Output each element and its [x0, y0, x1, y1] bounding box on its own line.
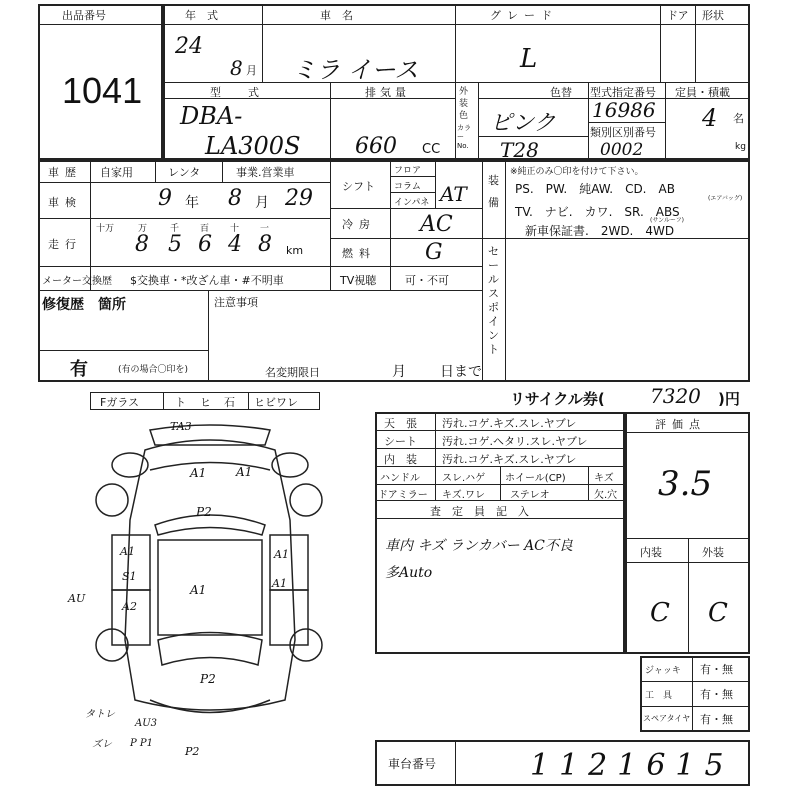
- damage-mark-11: P2: [200, 672, 216, 686]
- damage-mark-1: TA3: [170, 420, 192, 433]
- kg-unit: kg: [735, 142, 746, 152]
- equipment-row-2: TV. ナビ. カワ. SR. ABS: [515, 205, 680, 219]
- score-value: 3.5: [658, 464, 713, 504]
- cond-options-4: スレ.ハゲ: [442, 473, 486, 484]
- shift-value: AT: [440, 182, 467, 206]
- cond-label-1: 天 張: [384, 417, 417, 430]
- sales-point-label: セールスポイント: [488, 245, 499, 356]
- damage-mark-10: A1: [272, 577, 287, 590]
- grade-label: グレード: [490, 9, 558, 22]
- chassis-value: 1121615: [530, 748, 734, 783]
- damage-mark-9: A1: [274, 548, 289, 561]
- cond-label-5: ドアミラー: [378, 490, 428, 501]
- lot-number: 1041: [62, 70, 143, 111]
- ac-value: AC: [420, 212, 453, 237]
- exterior-color-label: 外装色: [459, 87, 469, 121]
- equipment-row-3: 新車保証書. 2WD. 4WD: [525, 224, 675, 238]
- chassis-div: [455, 740, 456, 786]
- shift-option-2: コラム: [394, 182, 421, 192]
- color-code-value: T28: [500, 138, 539, 162]
- name-change-month: 月: [392, 364, 406, 380]
- glass-option-4: ヒビワレ: [254, 396, 298, 409]
- displacement-unit: CC: [422, 142, 441, 157]
- damage-mark-2: A1: [190, 466, 207, 480]
- tv-options: 可・不可: [405, 274, 449, 287]
- tv-label: TV視聴: [340, 274, 377, 287]
- annot-5: P P1: [130, 738, 153, 749]
- door-label: ドア: [667, 9, 689, 22]
- history-option-1: 自家用: [100, 166, 133, 179]
- extras-options-2: 有・無: [700, 688, 733, 701]
- extras-label-2: 工 具: [645, 691, 673, 701]
- month-value: 8: [230, 56, 243, 80]
- mileage-unit-1: 十万: [96, 224, 115, 234]
- type-cert-value: 16986: [592, 98, 656, 122]
- annot-3: ズレ: [92, 739, 112, 750]
- cond-label-2: シート: [384, 435, 417, 448]
- damage-mark-6: S1: [122, 570, 137, 583]
- inspection-label: 車検: [48, 196, 82, 209]
- model-label: 型 式: [210, 86, 267, 99]
- capacity-unit: 名: [733, 112, 744, 125]
- wheel-label: ホイール(CP): [505, 473, 566, 484]
- fuel-value: G: [425, 240, 443, 265]
- inspection-month-unit: 月: [255, 195, 269, 211]
- recycle-unit: )円: [718, 390, 740, 408]
- exterior-label: 外装: [702, 546, 724, 559]
- cond-label-4: ハンドル: [380, 473, 420, 484]
- car-name-label: 車 名: [320, 9, 353, 22]
- score-col-div: [688, 538, 689, 654]
- color-number-label: カラーNo.: [457, 124, 471, 150]
- damage-mark-4: P2: [196, 505, 212, 519]
- name-change-label: 名変期限日: [265, 366, 320, 379]
- grade-value: L: [520, 44, 538, 74]
- mileage-digit-4: 4: [228, 232, 242, 257]
- extras-options-3: 有・無: [700, 713, 733, 726]
- exterior-value: C: [708, 598, 728, 628]
- chassis-label: 車台番号: [388, 757, 437, 771]
- year-label: 年 式: [185, 9, 218, 22]
- model-value-2: LA300S: [205, 132, 301, 160]
- stereo-label: ステレオ: [510, 490, 550, 501]
- color-change-label: 色替: [550, 86, 572, 99]
- inspection-year-unit: 年: [185, 195, 199, 211]
- inspector-label: 査 定 員 記 入: [430, 505, 529, 518]
- cond-wheel-col: [500, 466, 501, 500]
- mileage-unit-3: 千: [170, 224, 180, 234]
- annot-6: P2: [185, 745, 200, 758]
- damage-mark-7: A2: [122, 600, 137, 613]
- mileage-unit-4: 百: [200, 224, 210, 234]
- inspector-note-1: 車内 キズ ランカバー AC不良: [385, 538, 573, 554]
- extras-col: [692, 656, 693, 732]
- inspection-year: 9: [158, 186, 172, 211]
- shift-option-3: インパネ: [394, 198, 430, 208]
- cond-label-col: [435, 412, 436, 500]
- recycle-label: リサイクル券(: [510, 390, 605, 408]
- damage-mark-3: A1: [236, 465, 253, 479]
- ac-label: 冷房: [342, 218, 376, 231]
- repair-value: 有: [70, 359, 88, 380]
- shape-label: 形状: [702, 9, 724, 22]
- inspector-note-2: 多Auto: [385, 565, 433, 581]
- shift-option-1: フロア: [394, 166, 422, 176]
- meter-label: メーター交換歴: [42, 276, 112, 287]
- mileage-unit-6: 一: [260, 224, 270, 234]
- damage-mark-5: A1: [120, 545, 135, 558]
- damage-mark-8: A1: [190, 583, 207, 597]
- equipment-label: 装備: [488, 174, 499, 209]
- class-value: 0002: [600, 140, 644, 160]
- score-label: 評価点: [655, 418, 706, 431]
- history-option-2: レンタ: [168, 166, 201, 179]
- color-value: ピンク: [490, 111, 556, 136]
- name-change-day: 日まで: [440, 364, 482, 380]
- cond-options-3: 汚れ.コゲ.キズ.スレ.ヤブレ: [442, 453, 577, 466]
- extras-row-2: [640, 706, 750, 707]
- class-label: 類別区別番号: [590, 126, 656, 139]
- glass-option-3: 石: [224, 396, 235, 409]
- lot-label: 出品番号: [62, 9, 106, 22]
- equipment-note: ※純正のみ〇印を付けて下さい。: [510, 167, 644, 177]
- inspection-day: 29: [285, 186, 313, 211]
- cond-options-2: 汚れ.コゲ.ヘタリ.スレ.ヤブレ: [442, 435, 588, 448]
- stereo-options: 欠.穴: [594, 490, 618, 501]
- displacement-label: 排気量: [365, 86, 410, 99]
- cond-wheel-col2: [588, 466, 589, 500]
- mileage-digit-1: 8: [135, 232, 149, 257]
- extras-label-3: スペアタイヤ: [643, 714, 691, 723]
- airbag-note: (エアバッグ): [708, 195, 743, 202]
- glass-option-1: ト: [175, 396, 186, 409]
- month-unit: 月: [246, 64, 257, 77]
- recycle-value: 7320: [650, 384, 701, 408]
- fuel-label: 燃料: [342, 247, 376, 260]
- km-unit: km: [286, 244, 304, 257]
- mileage-label: 走行: [48, 238, 82, 251]
- notes-label: 注意事項: [214, 296, 258, 309]
- interior-label: 内装: [640, 546, 662, 559]
- year-value: 24: [175, 34, 203, 59]
- annot-2: タトレ: [85, 709, 115, 720]
- meter-options: $交換車・*改ざん車・#不明車: [130, 274, 284, 287]
- score-header-div: [625, 432, 750, 433]
- repair-label: 修復歴 箇所: [42, 297, 126, 313]
- annot-4: AU3: [135, 718, 158, 729]
- shift-label: シフト: [342, 180, 375, 193]
- cond-label-3: 内 装: [384, 453, 417, 466]
- mileage-digit-2: 5: [168, 232, 182, 257]
- capacity-label: 定員・積載: [675, 86, 730, 99]
- interior-value: C: [650, 598, 670, 628]
- cond-options-1: 汚れ.コゲ.キズ.スレ.ヤブレ: [442, 417, 577, 430]
- extras-row-1: [640, 681, 750, 682]
- mileage-digit-3: 6: [198, 232, 212, 257]
- car-name-value: ミラ イース: [292, 56, 419, 84]
- extras-options-1: 有・無: [700, 663, 733, 676]
- displacement-value: 660: [355, 134, 397, 159]
- inspection-month: 8: [228, 186, 242, 211]
- type-cert-label: 型式指定番号: [590, 86, 656, 99]
- glass-label: Fガラス: [100, 396, 139, 409]
- extras-label-1: ジャッキ: [645, 666, 681, 676]
- repair-note: (有の場合〇印を): [118, 365, 189, 375]
- glass-option-2: ヒ: [200, 396, 211, 409]
- history-option-3: 事業.営業車: [236, 166, 295, 179]
- model-value-1: DBA-: [180, 102, 243, 130]
- annot-1: AU: [68, 592, 86, 605]
- capacity-value: 4: [702, 104, 718, 132]
- mileage-digit-5: 8: [258, 232, 272, 257]
- cond-options-5: キズ.ワレ: [442, 490, 485, 501]
- wheel-options: キズ: [594, 473, 614, 484]
- sunroof-note: (サンルーフ): [650, 217, 684, 224]
- history-label: 車歴: [48, 166, 82, 179]
- equipment-row-1: PS. PW. 純AW. CD. AB: [515, 182, 675, 196]
- mileage-unit-5: 十: [230, 224, 240, 234]
- mileage-unit-2: 万: [138, 224, 148, 234]
